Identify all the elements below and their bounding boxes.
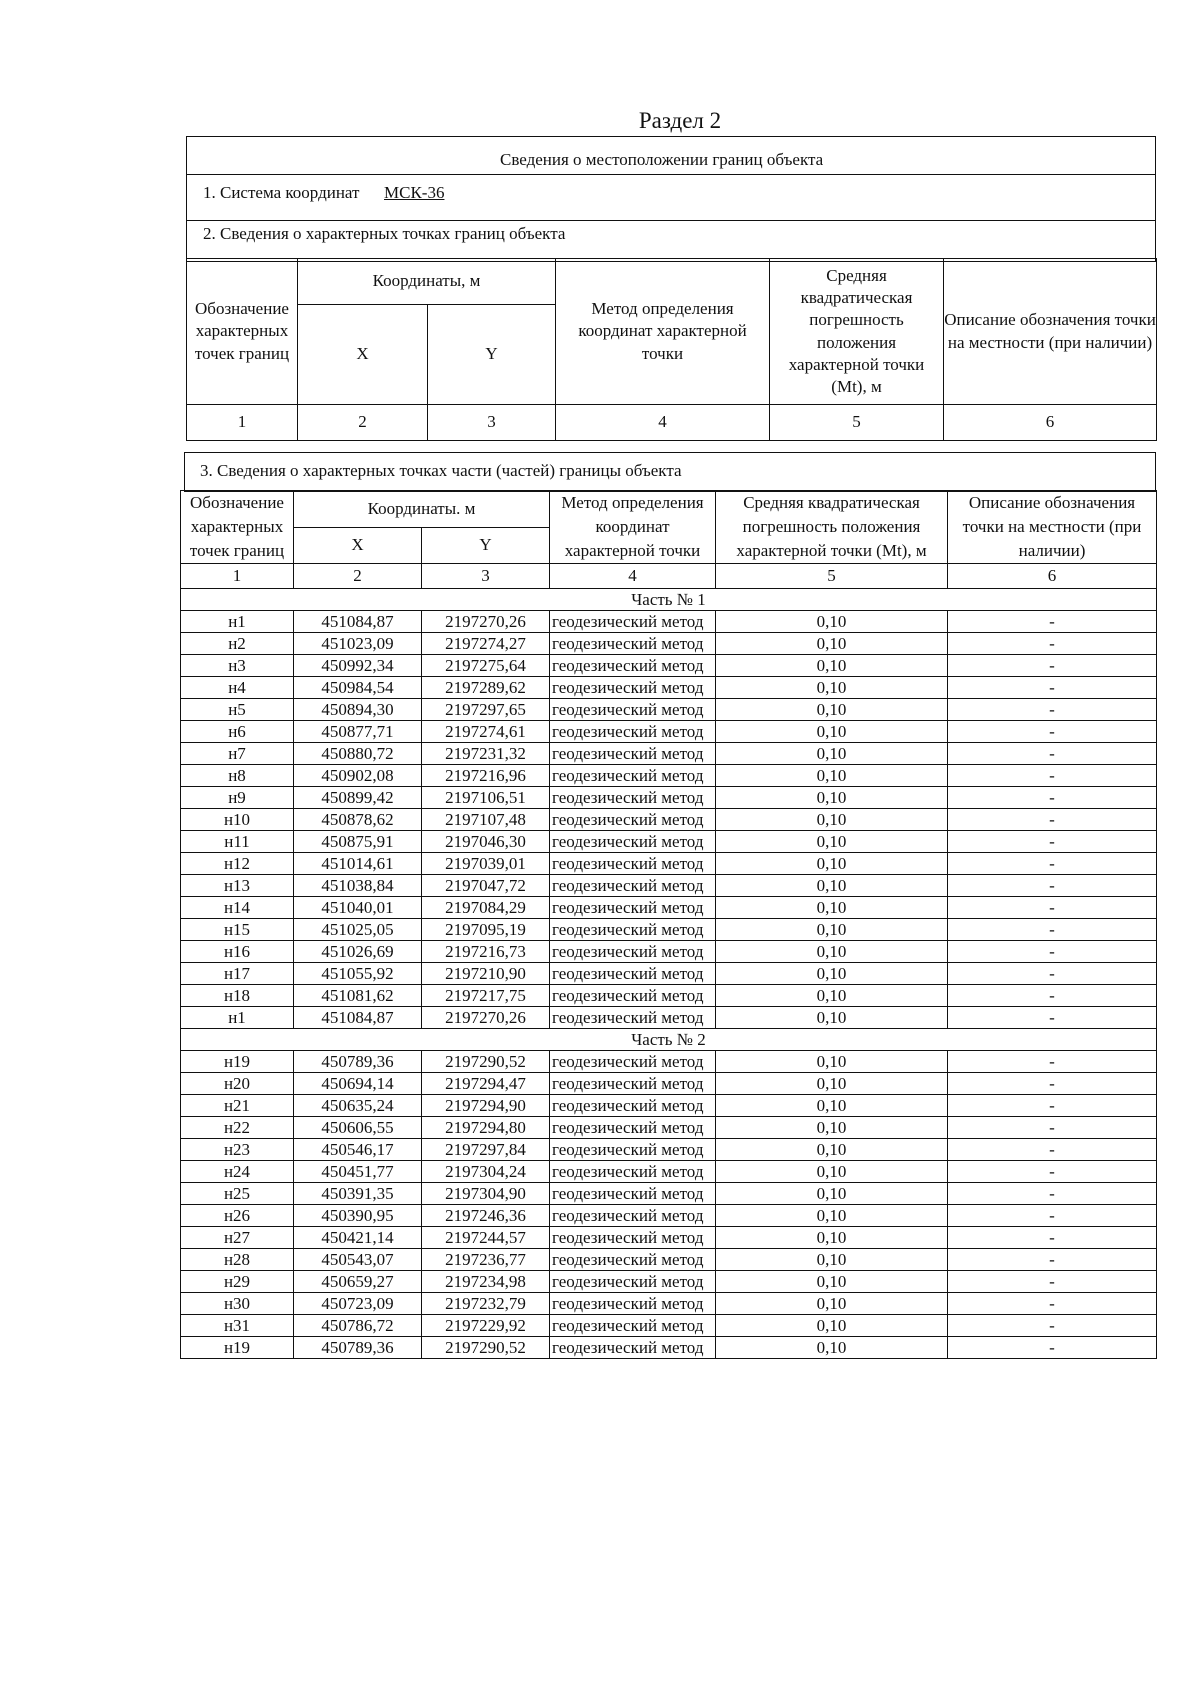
error-value: 0,10 bbox=[716, 1117, 948, 1139]
col-header-coords: Координаты, м bbox=[298, 259, 556, 305]
error-value: 0,10 bbox=[716, 1315, 948, 1337]
coord-x: 450391,35 bbox=[294, 1183, 422, 1205]
method: геодезический метод bbox=[550, 1271, 716, 1293]
method: геодезический метод bbox=[550, 677, 716, 699]
table-row bbox=[181, 1051, 1157, 1073]
description: - bbox=[948, 743, 1157, 765]
coord-y: 2197304,90 bbox=[422, 1183, 550, 1205]
table-row bbox=[181, 765, 1157, 787]
coord-x: 450421,14 bbox=[294, 1227, 422, 1249]
coord-y: 2197216,96 bbox=[422, 765, 550, 787]
error-value: 0,10 bbox=[716, 1249, 948, 1271]
description: - bbox=[948, 611, 1157, 633]
coord-x: 450723,09 bbox=[294, 1293, 422, 1315]
table-row bbox=[181, 655, 1157, 677]
table-row bbox=[181, 941, 1157, 963]
point-name: н23 bbox=[181, 1139, 294, 1161]
col-number: 6 bbox=[948, 564, 1157, 589]
method: геодезический метод bbox=[550, 985, 716, 1007]
method: геодезический метод bbox=[550, 1183, 716, 1205]
table-row bbox=[181, 787, 1157, 809]
coord-system-label: 1. Система координат bbox=[203, 183, 360, 202]
coord-y: 2197275,64 bbox=[422, 655, 550, 677]
method: геодезический метод bbox=[550, 611, 716, 633]
part-title: Часть № 2 bbox=[181, 1029, 1157, 1051]
table-row bbox=[181, 963, 1157, 985]
error-value: 0,10 bbox=[716, 985, 948, 1007]
coord-y: 2197244,57 bbox=[422, 1227, 550, 1249]
error-value: 0,10 bbox=[716, 1183, 948, 1205]
table-row bbox=[181, 809, 1157, 831]
coord-y: 2197304,24 bbox=[422, 1161, 550, 1183]
error-value: 0,10 bbox=[716, 831, 948, 853]
coord-y: 2197047,72 bbox=[422, 875, 550, 897]
coord-x: 450878,62 bbox=[294, 809, 422, 831]
error-value: 0,10 bbox=[716, 1007, 948, 1029]
method: геодезический метод bbox=[550, 1337, 716, 1359]
col-number: 2 bbox=[294, 564, 422, 589]
description: - bbox=[948, 1337, 1157, 1359]
coord-x: 450789,36 bbox=[294, 1051, 422, 1073]
point-name: н25 bbox=[181, 1183, 294, 1205]
method: геодезический метод bbox=[550, 1117, 716, 1139]
error-value: 0,10 bbox=[716, 1161, 948, 1183]
coord-x: 450902,08 bbox=[294, 765, 422, 787]
method: геодезический метод bbox=[550, 765, 716, 787]
coord-y: 2197234,98 bbox=[422, 1271, 550, 1293]
description: - bbox=[948, 699, 1157, 721]
col-header-x: X bbox=[294, 527, 422, 564]
point-name: н3 bbox=[181, 655, 294, 677]
error-value: 0,10 bbox=[716, 1271, 948, 1293]
description: - bbox=[948, 941, 1157, 963]
error-value: 0,10 bbox=[716, 633, 948, 655]
coord-x: 450875,91 bbox=[294, 831, 422, 853]
description: - bbox=[948, 985, 1157, 1007]
coord-x: 451025,05 bbox=[294, 919, 422, 941]
point-name: н2 bbox=[181, 633, 294, 655]
table-row bbox=[181, 875, 1157, 897]
error-value: 0,10 bbox=[716, 677, 948, 699]
description: - bbox=[948, 831, 1157, 853]
coord-y: 2197106,51 bbox=[422, 787, 550, 809]
coord-y: 2197294,80 bbox=[422, 1117, 550, 1139]
coord-x: 450659,27 bbox=[294, 1271, 422, 1293]
col-header-method: Метод определения координат характерной точки bbox=[550, 491, 716, 564]
table-row bbox=[181, 1139, 1157, 1161]
point-name: н26 bbox=[181, 1205, 294, 1227]
method: геодезический метод bbox=[550, 721, 716, 743]
coord-y: 2197046,30 bbox=[422, 831, 550, 853]
error-value: 0,10 bbox=[716, 765, 948, 787]
error-value: 0,10 bbox=[716, 699, 948, 721]
coord-x: 451084,87 bbox=[294, 1007, 422, 1029]
table-row bbox=[181, 1315, 1157, 1337]
point-name: н22 bbox=[181, 1117, 294, 1139]
description: - bbox=[948, 875, 1157, 897]
point-name: н18 bbox=[181, 985, 294, 1007]
point-name: н7 bbox=[181, 743, 294, 765]
description: - bbox=[948, 1051, 1157, 1073]
coord-x: 451026,69 bbox=[294, 941, 422, 963]
table-row bbox=[181, 677, 1157, 699]
error-value: 0,10 bbox=[716, 1293, 948, 1315]
table-row bbox=[181, 1249, 1157, 1271]
col-number: 4 bbox=[550, 564, 716, 589]
description: - bbox=[948, 1227, 1157, 1249]
table-row bbox=[181, 1205, 1157, 1227]
table-row bbox=[181, 1183, 1157, 1205]
coord-y: 2197231,32 bbox=[422, 743, 550, 765]
point-name: н1 bbox=[181, 1007, 294, 1029]
point-name: н21 bbox=[181, 1095, 294, 1117]
coord-y: 2197039,01 bbox=[422, 853, 550, 875]
table-row bbox=[181, 721, 1157, 743]
description: - bbox=[948, 1117, 1157, 1139]
table-row bbox=[181, 853, 1157, 875]
divider bbox=[186, 174, 1156, 175]
description: - bbox=[948, 1249, 1157, 1271]
point-name: н15 bbox=[181, 919, 294, 941]
coord-x: 450635,24 bbox=[294, 1095, 422, 1117]
error-value: 0,10 bbox=[716, 721, 948, 743]
point-name: н20 bbox=[181, 1073, 294, 1095]
col-number: 1 bbox=[187, 405, 298, 441]
method: геодезический метод bbox=[550, 941, 716, 963]
method: геодезический метод bbox=[550, 853, 716, 875]
error-value: 0,10 bbox=[716, 787, 948, 809]
table-row bbox=[181, 611, 1157, 633]
coord-x: 451084,87 bbox=[294, 611, 422, 633]
error-value: 0,10 bbox=[716, 963, 948, 985]
point-name: н11 bbox=[181, 831, 294, 853]
coord-x: 450546,17 bbox=[294, 1139, 422, 1161]
table-row bbox=[181, 743, 1157, 765]
description: - bbox=[948, 919, 1157, 941]
page-title: Раздел 2 bbox=[638, 108, 722, 133]
method: геодезический метод bbox=[550, 699, 716, 721]
point-name: н28 bbox=[181, 1249, 294, 1271]
point-name: н30 bbox=[181, 1293, 294, 1315]
point-name: н29 bbox=[181, 1271, 294, 1293]
point-name: н31 bbox=[181, 1315, 294, 1337]
col-number: 2 bbox=[298, 405, 428, 441]
coord-y: 2197232,79 bbox=[422, 1293, 550, 1315]
table-row bbox=[181, 831, 1157, 853]
method: геодезический метод bbox=[550, 897, 716, 919]
point-name: н24 bbox=[181, 1161, 294, 1183]
coord-y: 2197246,36 bbox=[422, 1205, 550, 1227]
error-value: 0,10 bbox=[716, 875, 948, 897]
coord-x: 450984,54 bbox=[294, 677, 422, 699]
error-value: 0,10 bbox=[716, 1227, 948, 1249]
point-name: н27 bbox=[181, 1227, 294, 1249]
error-value: 0,10 bbox=[716, 919, 948, 941]
coord-y: 2197217,75 bbox=[422, 985, 550, 1007]
description: - bbox=[948, 765, 1157, 787]
description: - bbox=[948, 1073, 1157, 1095]
coord-y: 2197095,19 bbox=[422, 919, 550, 941]
point-name: н8 bbox=[181, 765, 294, 787]
coord-x: 451023,09 bbox=[294, 633, 422, 655]
section2-title: 2. Сведения о характерных точках границ объекта bbox=[203, 224, 566, 243]
header-title: Сведения о местоположении границ объекта bbox=[500, 150, 824, 169]
method: геодезический метод bbox=[550, 1073, 716, 1095]
point-name: н1 bbox=[181, 611, 294, 633]
method: геодезический метод bbox=[550, 1051, 716, 1073]
method: геодезический метод bbox=[550, 831, 716, 853]
method: геодезический метод bbox=[550, 787, 716, 809]
coord-y: 2197216,73 bbox=[422, 941, 550, 963]
table-row bbox=[181, 919, 1157, 941]
col-header-y: Y bbox=[422, 527, 550, 564]
description: - bbox=[948, 633, 1157, 655]
method: геодезический метод bbox=[550, 1315, 716, 1337]
col-header-point: Обозначение характерных точек границ bbox=[181, 491, 294, 564]
description: - bbox=[948, 809, 1157, 831]
col-header-error: Средняя квадратическая погрешность положения характерной точки (Mt), м bbox=[716, 491, 948, 564]
method: геодезический метод bbox=[550, 809, 716, 831]
part-points-table bbox=[180, 490, 1157, 1359]
point-name: н10 bbox=[181, 809, 294, 831]
divider bbox=[186, 220, 1156, 221]
coord-x: 451014,61 bbox=[294, 853, 422, 875]
table-row bbox=[181, 1271, 1157, 1293]
coord-y: 2197084,29 bbox=[422, 897, 550, 919]
table-row bbox=[181, 1007, 1157, 1029]
point-name: н12 bbox=[181, 853, 294, 875]
coord-x: 450606,55 bbox=[294, 1117, 422, 1139]
coord-y: 2197297,65 bbox=[422, 699, 550, 721]
point-name: н6 bbox=[181, 721, 294, 743]
coord-x: 451055,92 bbox=[294, 963, 422, 985]
col-header-desc: Описание обозначения точки на местности (при наличии) bbox=[948, 491, 1157, 564]
method: геодезический метод bbox=[550, 743, 716, 765]
coord-x: 450880,72 bbox=[294, 743, 422, 765]
coord-y: 2197236,77 bbox=[422, 1249, 550, 1271]
error-value: 0,10 bbox=[716, 1139, 948, 1161]
error-value: 0,10 bbox=[716, 743, 948, 765]
error-value: 0,10 bbox=[716, 655, 948, 677]
coord-y: 2197270,26 bbox=[422, 611, 550, 633]
coord-x: 450786,72 bbox=[294, 1315, 422, 1337]
coord-y: 2197107,48 bbox=[422, 809, 550, 831]
error-value: 0,10 bbox=[716, 1073, 948, 1095]
point-name: н19 bbox=[181, 1337, 294, 1359]
method: геодезический метод bbox=[550, 1293, 716, 1315]
point-name: н13 bbox=[181, 875, 294, 897]
table-row bbox=[181, 1095, 1157, 1117]
method: геодезический метод bbox=[550, 1249, 716, 1271]
error-value: 0,10 bbox=[716, 1205, 948, 1227]
error-value: 0,10 bbox=[716, 809, 948, 831]
error-value: 0,10 bbox=[716, 1095, 948, 1117]
table-row bbox=[181, 1161, 1157, 1183]
table-row bbox=[181, 699, 1157, 721]
point-name: н17 bbox=[181, 963, 294, 985]
point-name: н5 bbox=[181, 699, 294, 721]
coord-x: 450390,95 bbox=[294, 1205, 422, 1227]
coord-system-value: МСК-36 bbox=[384, 183, 445, 202]
point-name: н9 bbox=[181, 787, 294, 809]
section3-title: 3. Сведения о характерных точках части (частей) границы объекта bbox=[200, 461, 682, 480]
coord-x: 450543,07 bbox=[294, 1249, 422, 1271]
coord-x: 450992,34 bbox=[294, 655, 422, 677]
coord-y: 2197297,84 bbox=[422, 1139, 550, 1161]
description: - bbox=[948, 1271, 1157, 1293]
col-number: 5 bbox=[716, 564, 948, 589]
error-value: 0,10 bbox=[716, 941, 948, 963]
col-number: 4 bbox=[556, 405, 770, 441]
point-name: н16 bbox=[181, 941, 294, 963]
coord-y: 2197274,61 bbox=[422, 721, 550, 743]
table-row bbox=[181, 985, 1157, 1007]
description: - bbox=[948, 787, 1157, 809]
coord-x: 451081,62 bbox=[294, 985, 422, 1007]
coord-x: 451038,84 bbox=[294, 875, 422, 897]
coord-x: 450694,14 bbox=[294, 1073, 422, 1095]
method: геодезический метод bbox=[550, 963, 716, 985]
description: - bbox=[948, 963, 1157, 985]
coord-x: 450899,42 bbox=[294, 787, 422, 809]
col-header-x: X bbox=[298, 305, 428, 405]
method: геодезический метод bbox=[550, 875, 716, 897]
coord-x: 450451,77 bbox=[294, 1161, 422, 1183]
description: - bbox=[948, 1205, 1157, 1227]
col-header-y: Y bbox=[428, 305, 556, 405]
col-header-error: Средняя квадратическая погрешность положения характерной точки (Mt), м bbox=[770, 259, 944, 405]
coord-x: 450877,71 bbox=[294, 721, 422, 743]
error-value: 0,10 bbox=[716, 853, 948, 875]
col-header-desc: Описание обозначения точки на местности (при наличии) bbox=[944, 259, 1157, 405]
method: геодезический метод bbox=[550, 1205, 716, 1227]
col-header-point: Обозначение характерных точек границ bbox=[187, 259, 298, 405]
coord-x: 451040,01 bbox=[294, 897, 422, 919]
method: геодезический метод bbox=[550, 633, 716, 655]
coord-y: 2197229,92 bbox=[422, 1315, 550, 1337]
coord-x: 450789,36 bbox=[294, 1337, 422, 1359]
method: геодезический метод bbox=[550, 1139, 716, 1161]
boundary-points-table bbox=[186, 258, 1157, 441]
point-name: н4 bbox=[181, 677, 294, 699]
method: геодезический метод bbox=[550, 1227, 716, 1249]
coord-y: 2197290,52 bbox=[422, 1051, 550, 1073]
error-value: 0,10 bbox=[716, 1337, 948, 1359]
method: геодезический метод bbox=[550, 655, 716, 677]
table-row bbox=[181, 1293, 1157, 1315]
coord-y: 2197290,52 bbox=[422, 1337, 550, 1359]
col-number: 1 bbox=[181, 564, 294, 589]
error-value: 0,10 bbox=[716, 1051, 948, 1073]
description: - bbox=[948, 1007, 1157, 1029]
col-header-method: Метод определения координат характерной точки bbox=[556, 259, 770, 405]
description: - bbox=[948, 655, 1157, 677]
coord-y: 2197274,27 bbox=[422, 633, 550, 655]
point-name: н19 bbox=[181, 1051, 294, 1073]
col-header-coords: Координаты. м bbox=[294, 491, 550, 528]
description: - bbox=[948, 1315, 1157, 1337]
table-row bbox=[181, 1117, 1157, 1139]
point-name: н14 bbox=[181, 897, 294, 919]
description: - bbox=[948, 677, 1157, 699]
description: - bbox=[948, 1161, 1157, 1183]
description: - bbox=[948, 897, 1157, 919]
table-row bbox=[181, 897, 1157, 919]
method: геодезический метод bbox=[550, 1095, 716, 1117]
coord-y: 2197294,90 bbox=[422, 1095, 550, 1117]
description: - bbox=[948, 1293, 1157, 1315]
method: геодезический метод bbox=[550, 919, 716, 941]
col-number: 5 bbox=[770, 405, 944, 441]
table-row bbox=[181, 1073, 1157, 1095]
method: геодезический метод bbox=[550, 1161, 716, 1183]
description: - bbox=[948, 1139, 1157, 1161]
description: - bbox=[948, 853, 1157, 875]
table-row bbox=[181, 1227, 1157, 1249]
coord-y: 2197210,90 bbox=[422, 963, 550, 985]
error-value: 0,10 bbox=[716, 897, 948, 919]
coord-y: 2197294,47 bbox=[422, 1073, 550, 1095]
description: - bbox=[948, 1183, 1157, 1205]
coord-y: 2197289,62 bbox=[422, 677, 550, 699]
part-title: Часть № 1 bbox=[181, 589, 1157, 611]
coord-x: 450894,30 bbox=[294, 699, 422, 721]
description: - bbox=[948, 1095, 1157, 1117]
error-value: 0,10 bbox=[716, 611, 948, 633]
col-number: 3 bbox=[428, 405, 556, 441]
table-row bbox=[181, 1337, 1157, 1359]
method: геодезический метод bbox=[550, 1007, 716, 1029]
description: - bbox=[948, 721, 1157, 743]
coord-y: 2197270,26 bbox=[422, 1007, 550, 1029]
table-row bbox=[181, 633, 1157, 655]
col-number: 6 bbox=[944, 405, 1157, 441]
col-number: 3 bbox=[422, 564, 550, 589]
